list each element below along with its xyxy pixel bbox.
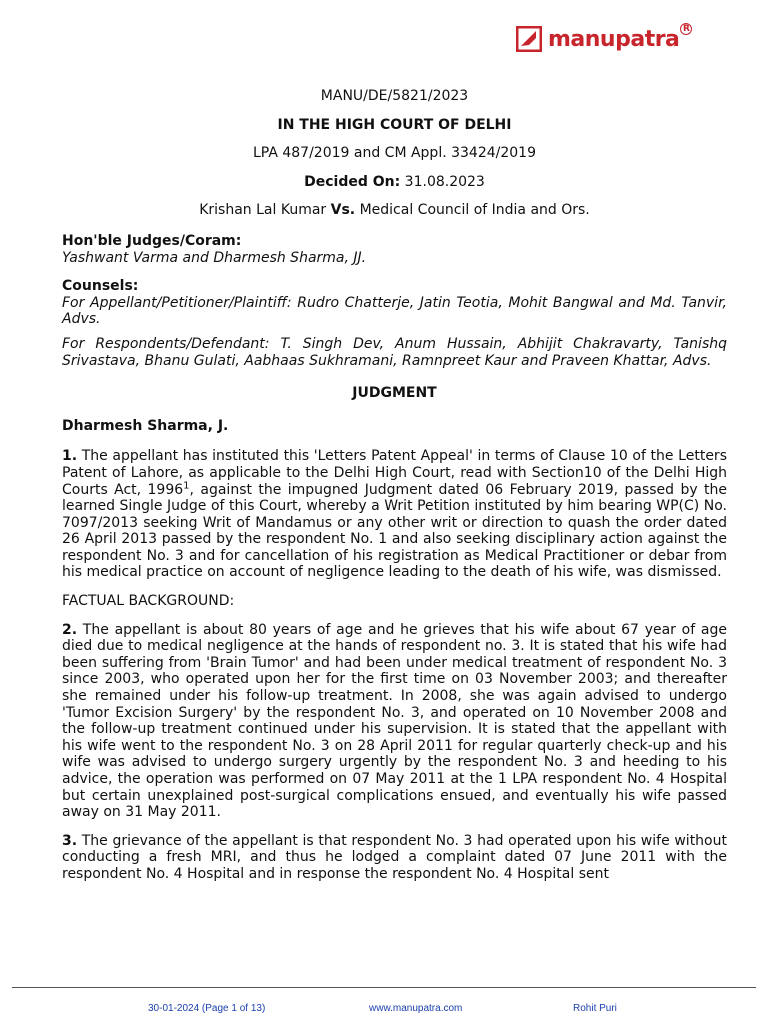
judges-label: Hon'ble Judges/Coram: [62, 232, 242, 249]
decided-label: Decided On: [304, 173, 401, 190]
para-3-text: The grievance of the appellant is that respondent No. 3 had operated upon his wife without conducting a fresh MRI, and thus he lodged a complaint dated 07 June 2011 with the respondent No. 4 Hospital and in response the respondent No. 4 Hospital sent [62, 832, 727, 882]
para-3-number: 3. [62, 832, 78, 849]
manupatra-mark-icon [516, 26, 542, 52]
paragraph-1 [62, 448, 727, 581]
counsels-block [62, 278, 727, 328]
counsel-respondent: For Respondents/Defendant: T. Singh Dev, Anum Hussain, Abhijit Chakravarty, Tanishq Srivastava, Bhanu Gulati, Aabhaas Sukhramani, Ramnpreet Kaur and Praveen Khattar, Advs. [62, 335, 727, 369]
footer-user: Rohit Puri [573, 1003, 617, 1014]
factual-background-heading: FACTUAL BACKGROUND: [62, 593, 235, 610]
counsels-label: Counsels: [62, 278, 139, 295]
citation: MANU/DE/5821/2023 [320, 88, 469, 104]
coram-block [62, 233, 727, 266]
page-footer [0, 1003, 768, 1017]
registered-mark: R [680, 23, 692, 35]
decided-on [62, 174, 727, 191]
para-1-text-b: , against the impugned Judgment dated 06 February 2019, passed by the learned Single Judge of this Court, whereby a Writ Petition instituted by him bearing WP(C) No. 7097/2013 seeking Writ of Mandamus or any other writ or direction to quash the order dated 26 April 2013 passed by the respondent No. 1 and also seeking disciplinary action against the respondent No. 3 and for cancellation of his registration as Medical Practitioner or debar from his medical practice on account of negligence leading to the death of his wife, was dismissed. [62, 481, 727, 581]
counsel-appellant: For Appellant/Petitioner/Plaintiff: Rudro Chatterje, Jatin Teotia, Mohit Bangwal and Md. Tanvir, Advs. [62, 294, 727, 328]
judges-names: Yashwant Varma and Dharmesh Sharma, JJ. [62, 249, 367, 266]
footer-date-page: 30-01-2024 (Page 1 of 13) [148, 1003, 266, 1014]
para-1-text-a: The appellant has instituted this 'Letters Patent Appeal' in terms of Clause 10 of the Letters Patent of Lahore, as applicable to the Delhi High Court, read with Section10 of the Delhi High Courts Act, 1996 [62, 448, 727, 498]
case-number: LPA 487/2019 and CM Appl. 33424/2019 [252, 145, 536, 162]
footer-website-link[interactable]: www.manupatra.com [369, 1003, 463, 1014]
para-1-number: 1. [62, 448, 78, 465]
manupatra-logo [516, 22, 716, 56]
paragraph-2 [62, 622, 727, 821]
author-judge: Dharmesh Sharma, J. [62, 417, 229, 434]
document-body [62, 88, 727, 895]
footer-divider [12, 987, 756, 988]
party-respondent: Medical Council of India and Ors. [355, 202, 590, 219]
versus: Vs. [330, 202, 356, 219]
para-2-text: The appellant is about 80 years of age and he grieves that his wife about 67 year of age died due to medical negligence at the hands of respondent no. 3. It is stated that his wife had been suffering from 'Brain Tumor' and had been under medical treatment of respondent No. 3 since 2003, who operated upon her for the first time on 03 November 2003; and thereafter she remained under his follow-up treatment. In 2008, she was again advised to undergo 'Tumor Excision Surgery' by the respondent No. 3, and operated on 10 November 2008 and the follow-up treatment continued under his supervision. It is stated that the appellant with his wife went to the respondent No. 3 on 28 April 2011 for regular quarterly check-up and his wife was advised to undergo surgery urgently by the respondent No. 3 and heeding to his advice, the operation was performed on 07 May 2011 at the 1 LPA respondent No. 4 Hospital but certain unexplained post-surgical complications ensued, and eventually his wife passed away on 31 May 2011. [62, 621, 727, 821]
court-name: IN THE HIGH COURT OF DELHI [277, 116, 512, 133]
decided-date: 31.08.2023 [400, 173, 485, 190]
parties [62, 202, 727, 219]
party-appellant: Krishan Lal Kumar [199, 202, 331, 219]
brand-name: manupatra [548, 26, 680, 52]
para-2-number: 2. [62, 621, 78, 638]
paragraph-3 [62, 833, 727, 883]
footnote-ref-1[interactable]: 1 [183, 479, 190, 491]
judgment-heading: JUDGMENT [352, 385, 437, 402]
